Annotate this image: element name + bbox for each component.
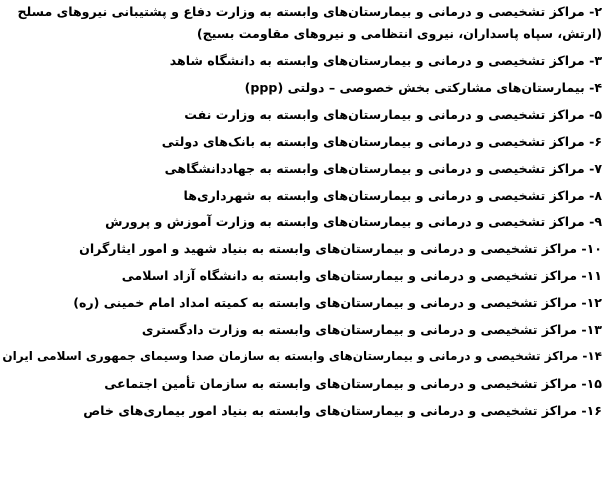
item-number: ۹- (589, 214, 602, 230)
item-text: مراکز تشخیصی و درمانی و بیمارستان‌های وابسته به وزارت دفاع و پشتیبانی نیروهای مسلح (ارتش، سپاه پاسداران، نیروی انتظامی و نیروهای مقاومت بسیج) (17, 4, 602, 41)
list-item (2, 185, 602, 207)
item-text: مراکز تشخیصی و درمانی و بیمارستان‌های وابسته به بنیاد امور بیماری‌های خاص (83, 403, 582, 419)
item-number: ۱۳- (581, 322, 602, 338)
list-item (2, 373, 602, 395)
list-item (2, 158, 602, 180)
list-item (2, 346, 602, 368)
item-number: ۱۴- (582, 349, 602, 364)
list-item (2, 319, 602, 341)
item-number: ۴- (589, 79, 602, 95)
item-text: مراکز تشخیصی و درمانی و بیمارستان‌های وابسته به وزارت دادگستری (141, 322, 582, 338)
item-text: مراکز تشخیصی و درمانی و بیمارستان‌های وابسته به وزارت نفت (184, 106, 590, 122)
item-number: ۸- (589, 187, 602, 203)
item-number: ۱۵- (581, 376, 602, 392)
item-number: ۱۲- (581, 295, 602, 311)
item-text: مراکز تشخیصی و درمانی و بیمارستان‌های وابسته به وزارت آموزش و پرورش (105, 214, 590, 230)
list-item (2, 238, 602, 260)
list-item (2, 211, 602, 233)
item-number: ۵- (589, 106, 602, 122)
item-text: مراکز تشخیصی و درمانی و بیمارستان‌های وابسته به بانک‌های دولتی (161, 133, 590, 149)
item-text: مراکز تشخیصی و درمانی و بیمارستان‌های وابسته به دانشگاه آزاد اسلامی (121, 268, 582, 284)
list-item (2, 265, 602, 287)
list-item (2, 1, 602, 44)
list-item (2, 292, 602, 314)
item-text: مراکز تشخیصی و درمانی و بیمارستان‌های وابسته به دانشگاه شاهد (169, 52, 590, 68)
item-number: ۱۶- (581, 403, 602, 419)
item-number: ۲- (589, 4, 602, 19)
list-item (2, 77, 602, 99)
list-item (2, 104, 602, 126)
item-number: ۱۰- (581, 241, 602, 257)
list-item (2, 131, 602, 153)
item-number: ۶- (589, 133, 602, 149)
item-number: ۳- (589, 52, 602, 68)
list-item (2, 400, 602, 422)
item-text: بیمارستان‌های مشارکتی بخش خصوصی – دولتی (ppp) (244, 79, 590, 95)
item-text: مراکز تشخیصی و درمانی و بیمارستان‌های وابسته به جهاددانشگاهی (164, 160, 590, 176)
item-number: ۷- (589, 160, 602, 176)
list-item (2, 50, 602, 72)
item-text: مراکز تشخیصی و درمانی و بیمارستان‌های وابسته به سازمان صدا وسیمای جمهوری اسلامی ایران (2, 349, 583, 364)
item-text: مراکز تشخیصی و درمانی و بیمارستان‌های وابسته به کمیته امداد امام خمینی (ره) (73, 295, 582, 311)
numbered-list (2, 1, 602, 427)
item-number: ۱۱- (581, 268, 602, 284)
item-text: مراکز تشخیصی و درمانی و بیمارستان‌های وابسته به بنیاد شهید و امور ایثارگران (79, 241, 582, 257)
item-text: مراکز تشخیصی و درمانی و بیمارستان‌های وابسته به شهرداری‌ها (183, 187, 590, 203)
item-text: مراکز تشخیصی و درمانی و بیمارستان‌های وابسته به سازمان تأمین اجتماعی (104, 376, 582, 392)
